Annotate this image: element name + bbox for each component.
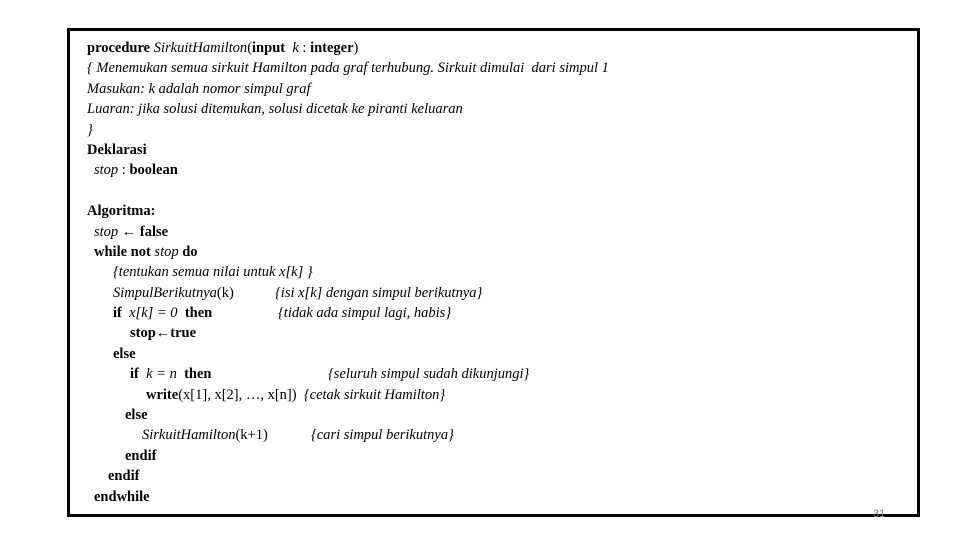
pseudocode-block	[87, 38, 887, 507]
kw-else-1: else	[113, 345, 136, 362]
doc-comment-line-4: }	[87, 121, 93, 138]
kw-write: write	[146, 386, 179, 403]
var-stop: stop	[94, 162, 119, 179]
kw-endwhile: endwhile	[94, 488, 150, 505]
kw-procedure: procedure	[87, 40, 151, 56]
cond-kn: k = n	[146, 366, 177, 383]
page-number: 31	[873, 508, 886, 520]
comment-isi: {isi x[k] dengan simpul berikutnya}	[275, 284, 483, 301]
kw-endif-2: endif	[108, 468, 140, 485]
kw-do: do	[182, 243, 198, 260]
deklarasi-heading: Deklarasi	[87, 141, 147, 158]
close-paren: )	[353, 40, 359, 56]
doc-comment-line-1: { Menemukan semua sirkuit Hamilton pada graf terhubung. Sirkuit dimulai dari simpul 1	[87, 60, 609, 77]
var-stop-while: stop	[154, 243, 179, 260]
algoritma-heading: Algoritma:	[87, 203, 156, 220]
procedure-header	[87, 38, 887, 58]
stop-true-var: stop	[130, 325, 156, 342]
kw-endif-1: endif	[125, 447, 157, 464]
comment-tidak: {tidak ada simpul lagi, habis}	[278, 305, 452, 322]
recurse-args: (k+1)	[235, 427, 268, 444]
param-colon: :	[302, 40, 307, 56]
stmt-stop-false	[87, 222, 887, 242]
assign-arrow: ←	[118, 223, 140, 240]
kw-input: input	[252, 40, 286, 56]
simpul-args: (k)	[216, 284, 234, 301]
doc-comment-line-3: Luaran: jika solusi ditemukan, solusi dicetak ke piranti keluaran	[87, 101, 463, 118]
procedure-name: SirkuitHamilton	[153, 40, 248, 56]
comment-cetak: {cetak sirkuit Hamilton}	[303, 386, 446, 403]
deklarasi-stop	[87, 160, 887, 180]
call-simpul-berikutnya: SimpulBerikutnya	[113, 284, 217, 301]
param-k: k	[292, 40, 299, 56]
stop-true-arrow: ←	[155, 325, 171, 342]
kw-then-1: then	[184, 305, 213, 322]
kw-while-not: while not	[94, 243, 151, 260]
stmt-recurse	[87, 425, 887, 445]
comment-seluruh: {seluruh simpul sudah dikunjungi}	[328, 366, 530, 383]
call-sirkuit-hamilton: SirkuitHamilton	[142, 427, 236, 444]
open-paren: (	[247, 40, 253, 56]
kw-if-2: if	[130, 366, 139, 383]
stmt-while	[87, 242, 887, 262]
stmt-write	[87, 385, 887, 405]
var-stop-assign: stop	[94, 223, 119, 240]
decl-colon: :	[118, 162, 130, 179]
doc-comment-line-2: Masukan: k adalah nomor simpul graf	[87, 80, 311, 97]
comment-cari: {cari simpul berikutnya}	[311, 427, 454, 444]
write-args: (x[1], x[2], …, x[n])	[178, 386, 297, 403]
stmt-if-kn	[87, 364, 887, 384]
kw-else-2: else	[125, 407, 148, 424]
kw-false: false	[139, 223, 169, 240]
kw-true: true	[170, 325, 197, 342]
comment-tentukan: {tentukan semua nilai untuk x[k] }	[113, 264, 313, 281]
kw-integer: integer	[310, 40, 354, 56]
stmt-stop-true	[87, 323, 887, 343]
stmt-if-xk	[87, 303, 887, 323]
kw-if-1: if	[113, 305, 122, 322]
blank-line	[87, 181, 887, 201]
cond-xk: x[k] = 0	[129, 305, 178, 322]
stmt-simpul-berikutnya	[87, 283, 887, 303]
kw-boolean: boolean	[129, 162, 178, 179]
kw-then-2: then	[184, 366, 212, 383]
